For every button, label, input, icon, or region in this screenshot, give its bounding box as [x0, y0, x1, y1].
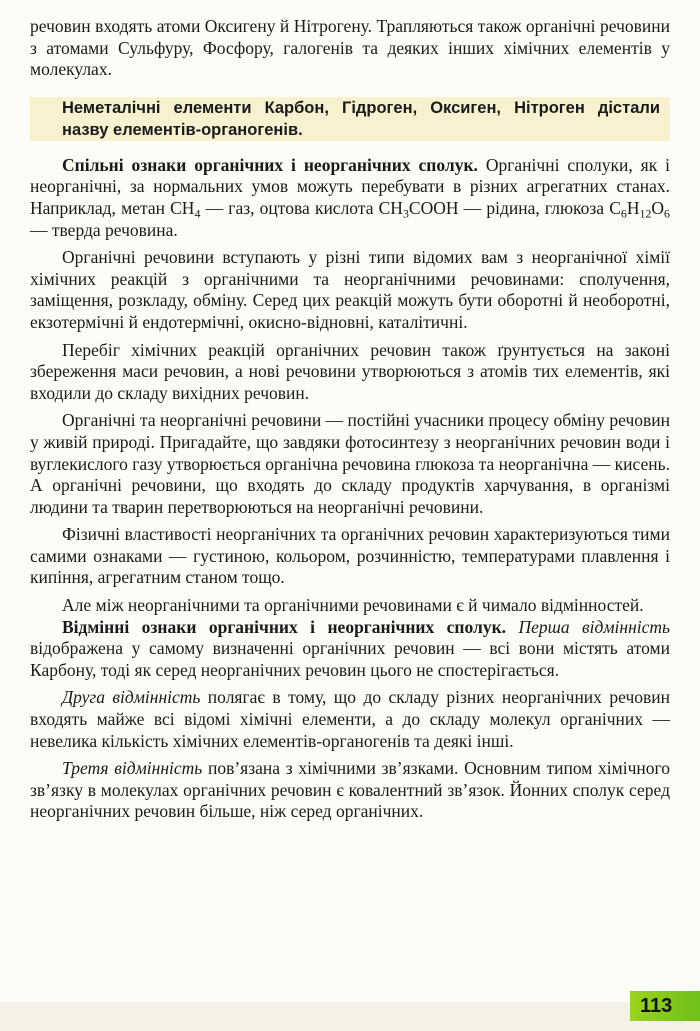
paragraph-physical-properties: Фізичні властивості неорганічних та органічних речовин характеризуються тими самими ознаками — густиною, кольором, розчинністю, температурами плавлення і кипіння, агрегатним станом тощо. [30, 524, 670, 588]
paragraph-intro: речовин входять атоми Оксигену й Нітрогену. Трапляються також органічні речовини з атомами Сульфуру, Фосфору, галогенів та деяких інших хімічних елементів у молекулах. [30, 16, 670, 80]
page-number: 113 [630, 991, 700, 1021]
paragraph-second-difference: Друга відмінність полягає в тому, що до складу різних неорганічних речовин входять майже всі відомі хімічні елементи, а до складу молекул органічних — невелика кількість хімічних елементів-органогенів та деякі інші. [30, 687, 670, 751]
callout-organogens: Неметалічні елементи Карбон, Гідроген, Оксиген, Нітроген дістали назву елементів-органогенів. [30, 97, 670, 141]
paragraph-first-difference: Відмінні ознаки органічних і неорганічних сполук. Перша відмінність відображена у самому визначенні органічних речовин — всі вони містять атоми Карбону, тоді як серед неорганічних речовин цього не спостерігається. [30, 616, 670, 680]
page-content [30, 16, 670, 823]
paragraph-third-difference: Третя відмінність пов’язана з хімічними зв’язками. Основним типом хімічного зв’язку в молекулах органічних речовин є ковалентний зв’язок. Йонних сполук серед неорганічних речовин більше, ніж серед органічних. [30, 758, 670, 822]
paragraph-common-features: Спільні ознаки органічних і неорганічних сполук. Органічні сполуки, як і неорганічні, за нормальних умов можуть перебувати в різних агрегатних станах. Наприклад, метан $CH_4$ — газ, оцтова кислота $CH_3COOH$ — рідина, глюкоза $C_6H_{12}O_6$ — тверда речовина. [30, 154, 670, 240]
paragraph-reactions: Органічні речовини вступають у різні типи відомих вам з неорганічної хімії хімічних реакцій з органічними та неорганічними речовинами: сполучення, заміщення, розкладу, обміну. Серед цих реакцій можуть бути оборотні й необоротні, екзотермічні й ендотермічні, окисно-відновні, каталітичні. [30, 247, 670, 332]
paragraph-mass-law: Перебіг хімічних реакцій органічних речовин також ґрунтується на законі збереження маси речовин, а нові речовини утворюються з атомів тих елементів, які входили до складу вихідних речовин. [30, 339, 670, 403]
paragraph-metabolism: Органічні та неорганічні речовини — постійні учасники процесу обміну речовин у живій природі. Пригадайте, що завдяки фотосинтезу з неорганічних речовин води і вуглекислого газу утворюється органічна речовина глюкоза та неорганічна — кисень. А органічні речовини, що входять до складу продуктів харчування, в організмі людини та тварин перетворюються на неорганічні речовини. [30, 410, 670, 517]
heading-differences: Відмінні ознаки органічних і неорганічних сполук. [62, 616, 507, 637]
paragraph-differences-intro: Але між неорганічними та органічними речовинами є й чимало відмінностей. [62, 595, 644, 616]
heading-common-features: Спільні ознаки органічних і неорганічних сполук. [62, 154, 478, 175]
footer-band [0, 1002, 700, 1031]
